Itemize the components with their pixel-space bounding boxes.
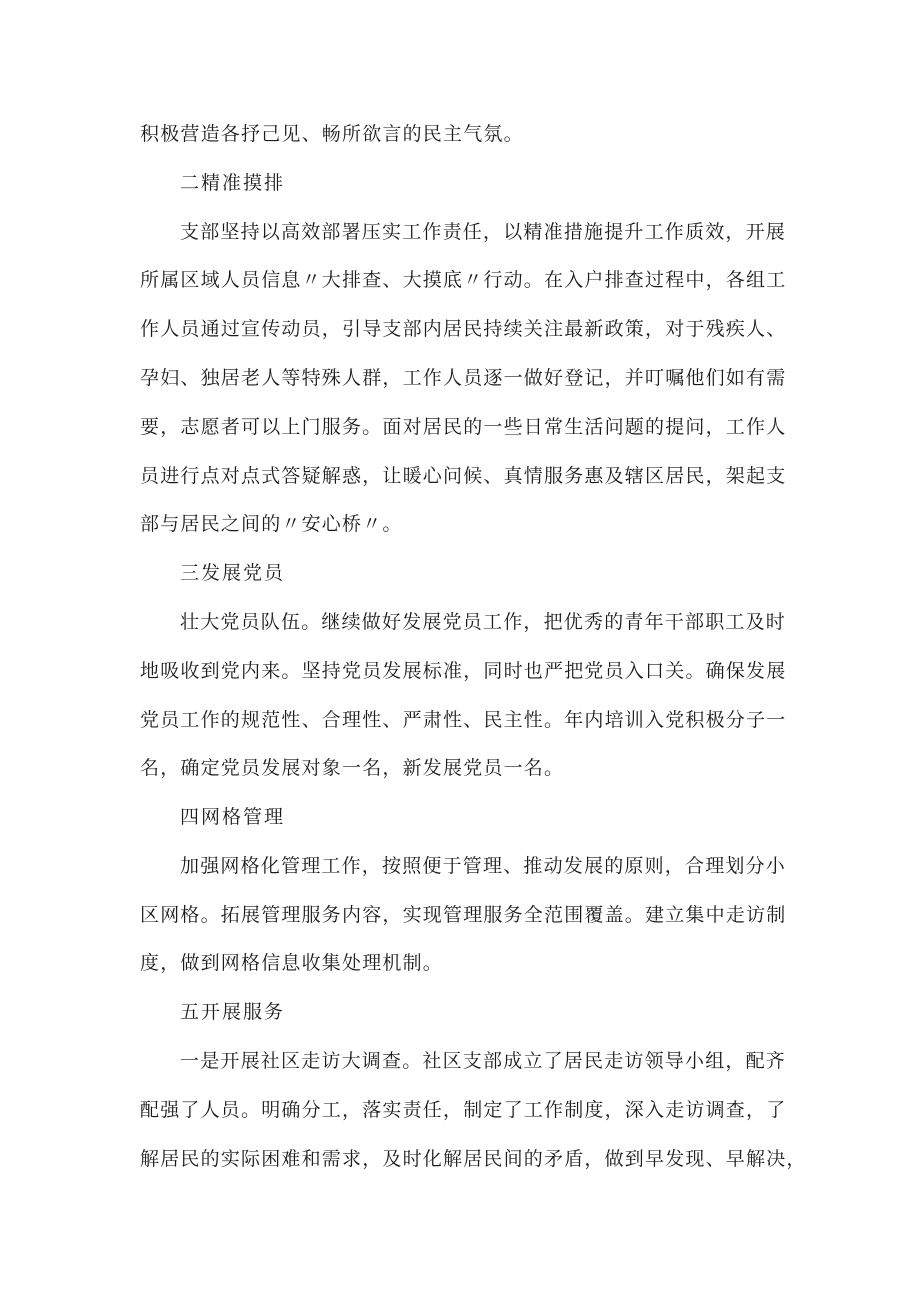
paragraph-line: 积极营造各抒己见、畅所欲言的民主气氛。	[140, 123, 524, 145]
paragraph-line: 员进行点对点式答疑解惑，让暖心问候、真情服务惠及辖区居民，架起支	[140, 465, 787, 487]
paragraph-line: 孕妇、独居老人等特殊人群，工作人员逐一做好登记，并叮嘱他们如有需	[140, 367, 787, 389]
paragraph-line: 支部坚持以高效部署压实工作责任，以精准措施提升工作质效，开展	[180, 221, 787, 243]
section-heading: 二精准摸排	[180, 172, 286, 194]
paragraph-line: 一是开展社区走访大调查。社区支部成立了居民走访领导小组，配齐	[180, 1050, 787, 1072]
paragraph-line: 加强网格化管理工作，按照便于管理、推动发展的原则，合理划分小	[180, 855, 787, 877]
section-heading: 三发展党员	[180, 562, 286, 584]
paragraph-line: 名，确定党员发展对象一名，新发展党员一名。	[140, 757, 565, 779]
paragraph-line: 区网格。拓展管理服务内容，实现管理服务全范围覆盖。建立集中走访制	[140, 904, 787, 926]
paragraph-line: 党员工作的规范性、合理性、严肃性、民主性。年内培训入党积极分子一	[140, 709, 787, 731]
paragraph-line: 作人员通过宣传动员，引导支部内居民持续关注最新政策，对于残疾人、	[140, 318, 787, 340]
paragraph-line: 部与居民之间的〃安心桥〃。	[140, 513, 403, 535]
paragraph-line: 配强了人员。明确分工，落实责任，制定了工作制度，深入走访调查，了	[140, 1099, 787, 1121]
paragraph-line: 度，做到网格信息收集处理机制。	[140, 952, 444, 974]
section-heading: 五开展服务	[180, 1001, 286, 1023]
paragraph-line: 解居民的实际困难和需求，及时化解居民间的矛盾，做到早发现、早解决，	[140, 1148, 807, 1170]
section-heading: 四网格管理	[180, 806, 286, 828]
paragraph-line: 壮大党员队伍。继续做好发展党员工作，把优秀的青年干部职工及时	[180, 611, 787, 633]
paragraph-line: 地吸收到党内来。坚持党员发展标准，同时也严把党员入口关。确保发展	[140, 660, 787, 682]
paragraph-line: 要，志愿者可以上门服务。面对居民的一些日常生活问题的提问，工作人	[140, 416, 787, 438]
paragraph-line: 所属区域人员信息〃大排查、大摸底〃行动。在入户排查过程中，各组工	[140, 269, 787, 291]
